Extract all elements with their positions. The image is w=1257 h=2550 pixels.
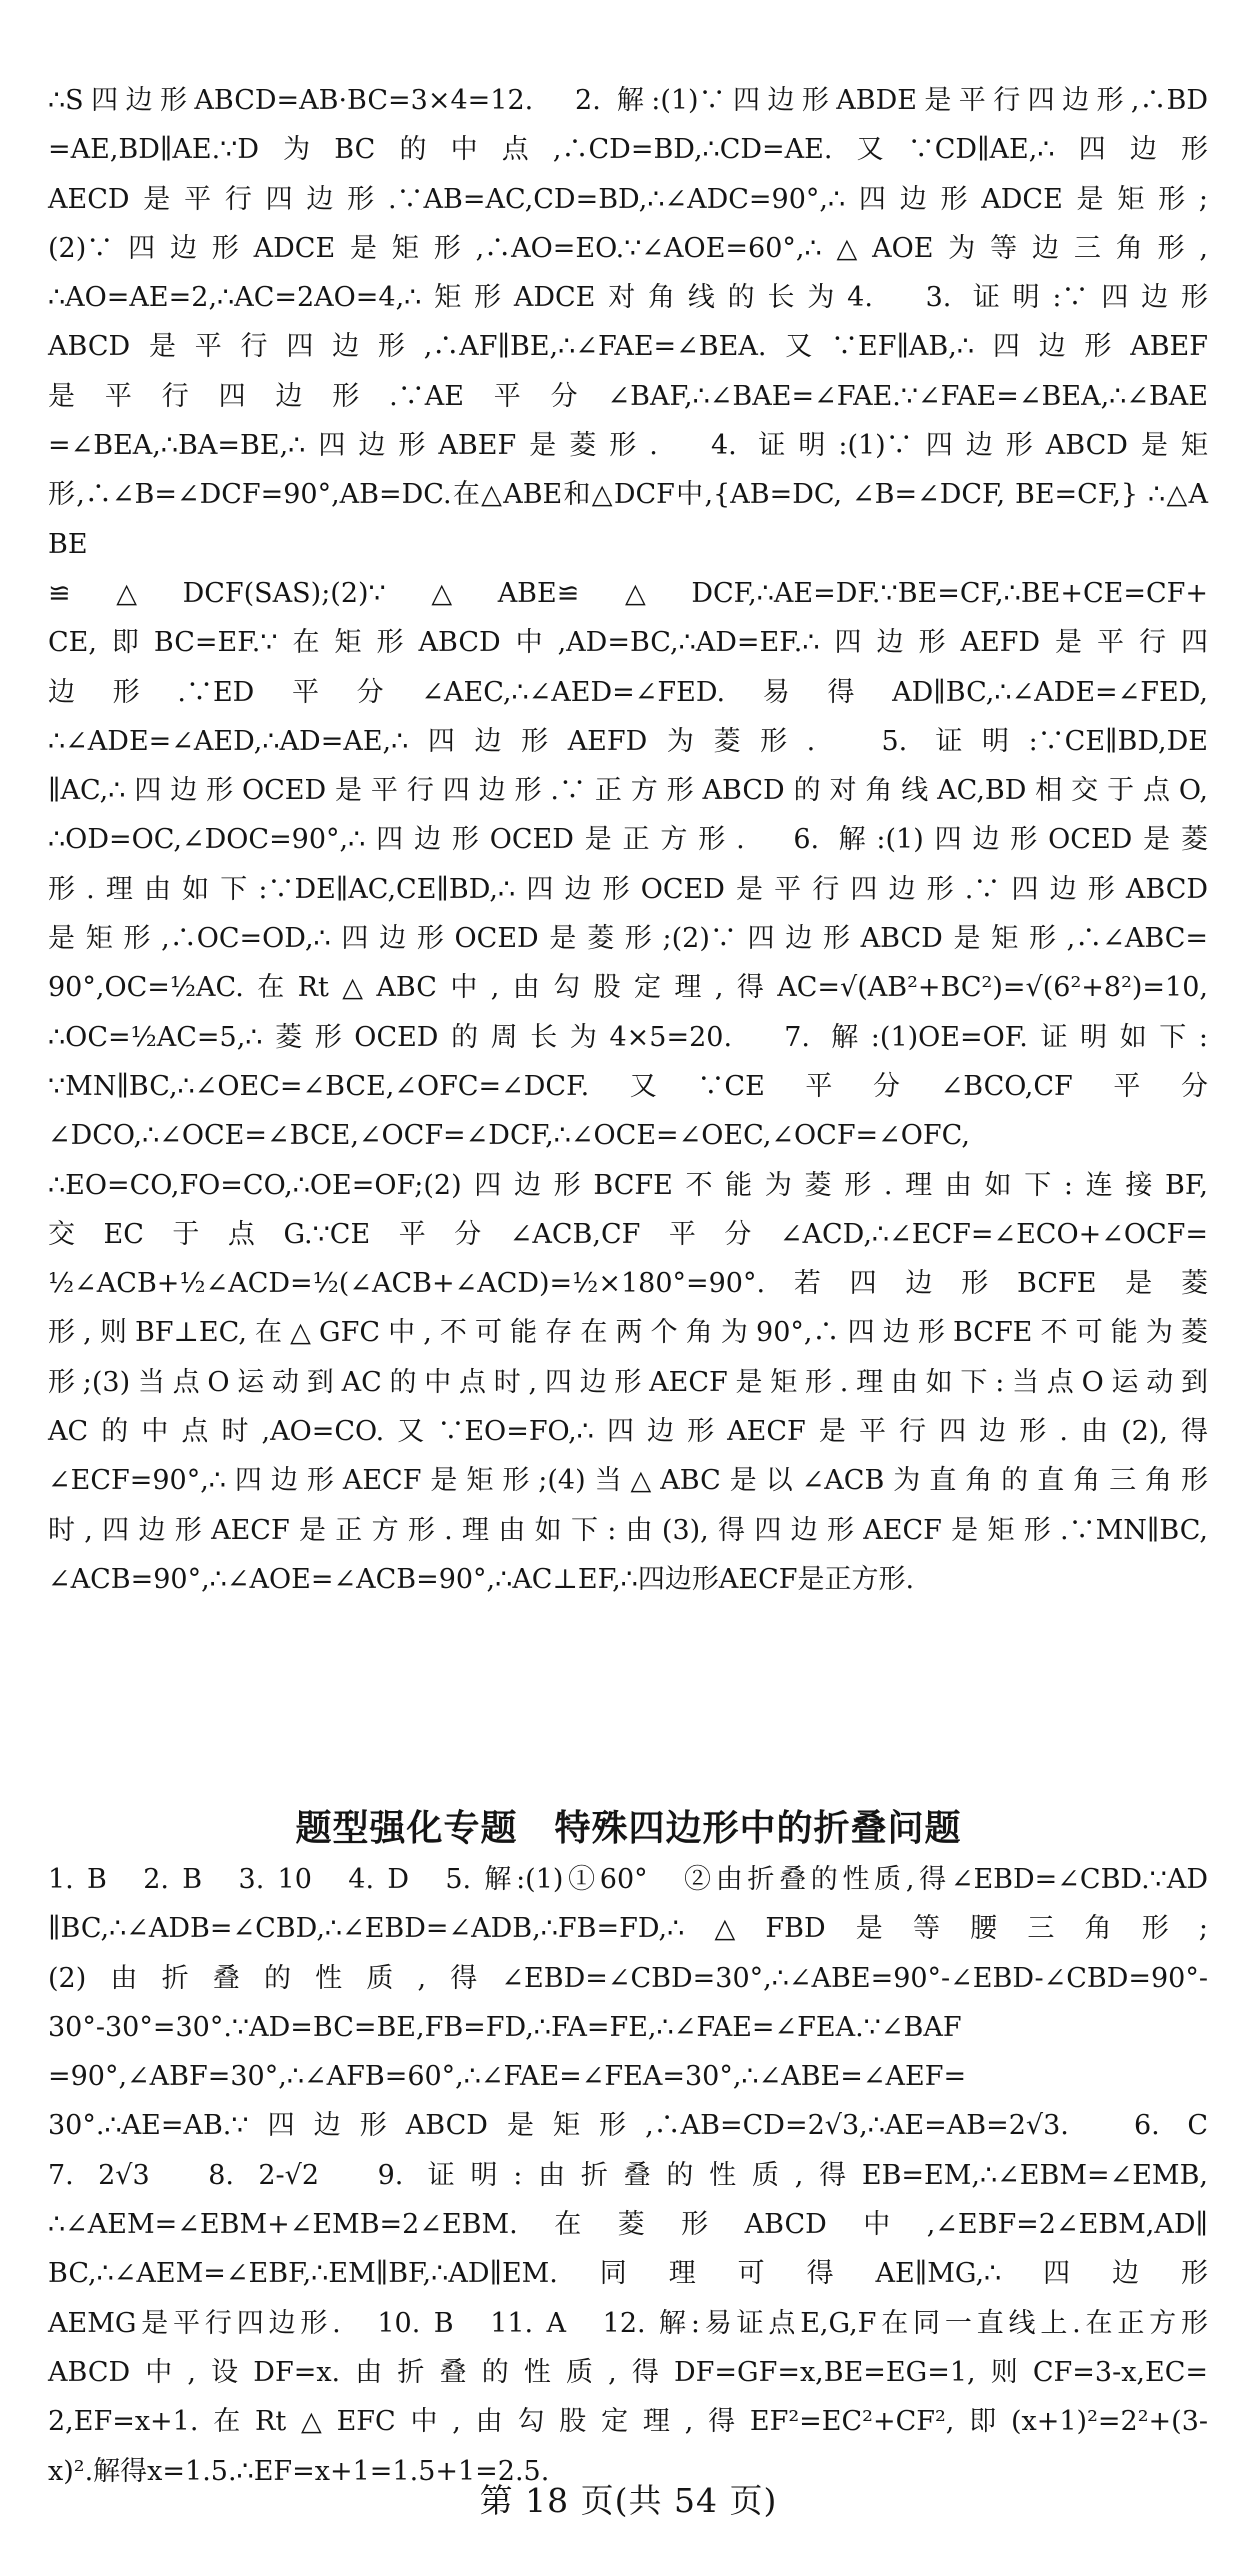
text-line: =∠BEA,∴BA=BE,∴四边形ABEF是菱形. 4. 证明:(1)∵四边形ABCD是矩 bbox=[48, 430, 1208, 462]
text-line: 形.理由如下:∵DE∥AC,CE∥BD,∴四边形OCED是平行四边形.∵四边形ABCD bbox=[48, 873, 1208, 905]
text-line: AC的中点时,AO=CO.又∵EO=FO,∴四边形AECF是平行四边形.由(2),得 bbox=[48, 1416, 1208, 1448]
text-line: ½∠ACB+½∠ACD=½(∠ACB+∠ACD)=½×180°=90°.若四边形BCFE是菱 bbox=[48, 1268, 1208, 1300]
text-line: ∴EO=CO,FO=CO,∴OE=OF;(2)四边形BCFE不能为菱形.理由如下:连接BF, bbox=[48, 1169, 1208, 1201]
text-line: CE,即BC=EF.∵在矩形ABCD中,AD=BC,∴AD=EF.∴四边形AEFD是平行四 bbox=[48, 627, 1208, 659]
text-line: 形,∴∠B=∠DCF=90°,AB=DC.在△ABE和△DCF中,{AB=DC, ∠B=∠DCF, BE=CF,} ∴△ABE bbox=[48, 479, 1208, 560]
text-line: (2)由折叠的性质,得∠EBD=∠CBD=30°,∴∠ABE=90°-∠EBD-∠CBD=90°- bbox=[48, 1962, 1208, 1994]
text-line: ∴AO=AE=2,∴AC=2AO=4,∴矩形ADCE对角线的长为4. 3. 证明:∵四边形 bbox=[48, 282, 1208, 314]
text-line: 90°,OC=½AC.在Rt△ABC中,由勾股定理,得AC=√(AB²+BC²)=√(6²+8²)=10, bbox=[48, 972, 1208, 1004]
section-heading: 题型强化专题 特殊四边形中的折叠问题 bbox=[295, 1808, 962, 1849]
text-line: 时,四边形AECF是正方形.理由如下:由(3),得四边形AECF是矩形.∵MN∥BC, bbox=[48, 1514, 1208, 1546]
text-line: =90°,∠ABF=30°,∴∠AFB=60°,∴∠FAE=∠FEA=30°,∴∠ABE=∠AEF= bbox=[48, 2061, 967, 2093]
answer-section-special-quadrilaterals bbox=[48, 76, 1208, 1604]
text-line: ABCD是平行四边形,∴AF∥BE,∴∠FAE=∠BEA.又∵EF∥AB,∴四边形ABEF bbox=[48, 331, 1208, 363]
text-line: 形;(3)当点O运动到AC的中点时,四边形AECF是矩形.理由如下:当点O运动到 bbox=[48, 1366, 1208, 1398]
text-line: ∴OD=OC,∠DOC=90°,∴四边形OCED是正方形. 6. 解:(1)四边形OCED是菱 bbox=[48, 824, 1208, 856]
text-line: 1. B 2. B 3. 10 4. D 5. 解:(1)①60° ②由折叠的性质,得∠EBD=∠CBD.∵AD bbox=[48, 1864, 1208, 1895]
text-line: 形,则BF⊥EC,在△GFC中,不可能存在两个角为90°,∴四边形BCFE不可能为菱 bbox=[48, 1317, 1208, 1349]
text-line: BC,∴∠AEM=∠EBF,∴EM∥BF,∴AD∥EM.同理可得AE∥MG,∴四边形 bbox=[48, 2258, 1208, 2290]
text-line: =AE,BD∥AE.∵D为BC的中点,∴CD=BD,∴CD=AE.又∵CD∥AE,∴四边形 bbox=[48, 134, 1208, 166]
text-line: ∴∠AEM=∠EBM+∠EMB=2∠EBM.在菱形ABCD中,∠EBF=2∠EBM,AD∥ bbox=[48, 2209, 1208, 2241]
text-line: ∠ACB=90°,∴∠AOE=∠ACB=90°,∴AC⊥EF,∴四边形AECF是正方形. bbox=[48, 1563, 915, 1595]
text-line: ∠ECF=90°,∴四边形AECF是矩形;(4)当△ABC是以∠ACB为直角的直角三角形 bbox=[48, 1465, 1208, 1497]
text-line: ∥BC,∴∠ADB=∠CBD,∴∠EBD=∠ADB,∴FB=FD,∴△FBD是等腰三角形; bbox=[48, 1913, 1208, 1945]
text-line: AECD是平行四边形.∵AB=AC,CD=BD,∴∠ADC=90°,∴四边形ADCE是矩形; bbox=[48, 183, 1208, 215]
text-line: 30°.∴AE=AB.∵四边形ABCD是矩形,∴AB=CD=2√3,∴AE=AB=2√3. 6. C bbox=[48, 2110, 1208, 2142]
text-line: (2)∵四边形ADCE是矩形,∴AO=EO.∵∠AOE=60°,∴△AOE为等边三角形, bbox=[48, 232, 1208, 264]
text-line: ∴OC=½AC=5,∴菱形OCED的周长为4×5=20. 7. 解:(1)OE=OF.证明如下: bbox=[48, 1021, 1208, 1053]
text-line: 7. 2√3 8. 2-√2 9. 证明:由折叠的性质,得EB=EM,∴∠EBM=∠EMB, bbox=[48, 2159, 1208, 2191]
text-line: 边形.∵ED平分∠AEC,∴∠AED=∠FED.易得AD∥BC,∴∠ADE=∠FED, bbox=[48, 676, 1208, 708]
text-line: 是平行四边形.∵AE平分∠BAF,∴∠BAE=∠FAE.∵∠FAE=∠BEA,∴∠BAE bbox=[48, 380, 1208, 412]
text-line: ∵MN∥BC,∴∠OEC=∠BCE,∠OFC=∠DCF.又∵CE平分∠BCO,CF平分 bbox=[48, 1070, 1208, 1102]
text-line: x)².解得x=1.5.∴EF=x+1=1.5+1=2.5. bbox=[48, 2455, 550, 2487]
text-line: ABCD中,设DF=x.由折叠的性质,得DF=GF=x,BE=EG=1,则CF=3-x,EC= bbox=[48, 2356, 1208, 2388]
text-line: 交EC于点G.∵CE平分∠ACB,CF平分∠ACD,∴∠ECF=∠ECO+∠OCF= bbox=[48, 1218, 1208, 1250]
text-line: ∠DCO,∴∠OCE=∠BCE,∠OCF=∠DCF,∴∠OCE=∠OEC,∠OCF=∠OFC, bbox=[48, 1120, 970, 1152]
text-line: ∥AC,∴四边形OCED是平行四边形.∵正方形ABCD的对角线AC,BD相交于点O, bbox=[48, 775, 1208, 807]
text-line: ∴∠ADE=∠AED,∴AD=AE,∴四边形AEFD为菱形. 5. 证明:∵CE∥BD,DE bbox=[48, 725, 1208, 757]
page-footer: 第 18 页(共 54 页) bbox=[479, 2481, 778, 2520]
text-line: 30°-30°=30°.∵AD=BC=BE,FB=FD,∴FA=FE,∴∠FAE=∠FEA.∵∠BAF bbox=[48, 2011, 962, 2043]
text-line: ≌△DCF(SAS);(2)∵△ABE≌△DCF,∴AE=DF.∵BE=CF,∴BE+CE=CF+ bbox=[48, 577, 1208, 609]
text-line: ∴S四边形ABCD=AB·BC=3×4=12. 2. 解:(1)∵四边形ABDE是平行四边形,∴BD bbox=[48, 85, 1208, 116]
text-line: AEMG是平行四边形. 10. B 11. A 12. 解:易证点E,G,F在同一直线上.在正方形 bbox=[48, 2307, 1208, 2339]
answer-section-folding-problems bbox=[48, 1855, 1208, 2496]
text-line: 2,EF=x+1.在Rt△EFC中,由勾股定理,得EF²=EC²+CF²,即(x+1)²=2²+(3- bbox=[48, 2406, 1208, 2438]
text-line: 是矩形,∴OC=OD,∴四边形OCED是菱形;(2)∵四边形ABCD是矩形,∴∠ABC= bbox=[48, 923, 1208, 955]
